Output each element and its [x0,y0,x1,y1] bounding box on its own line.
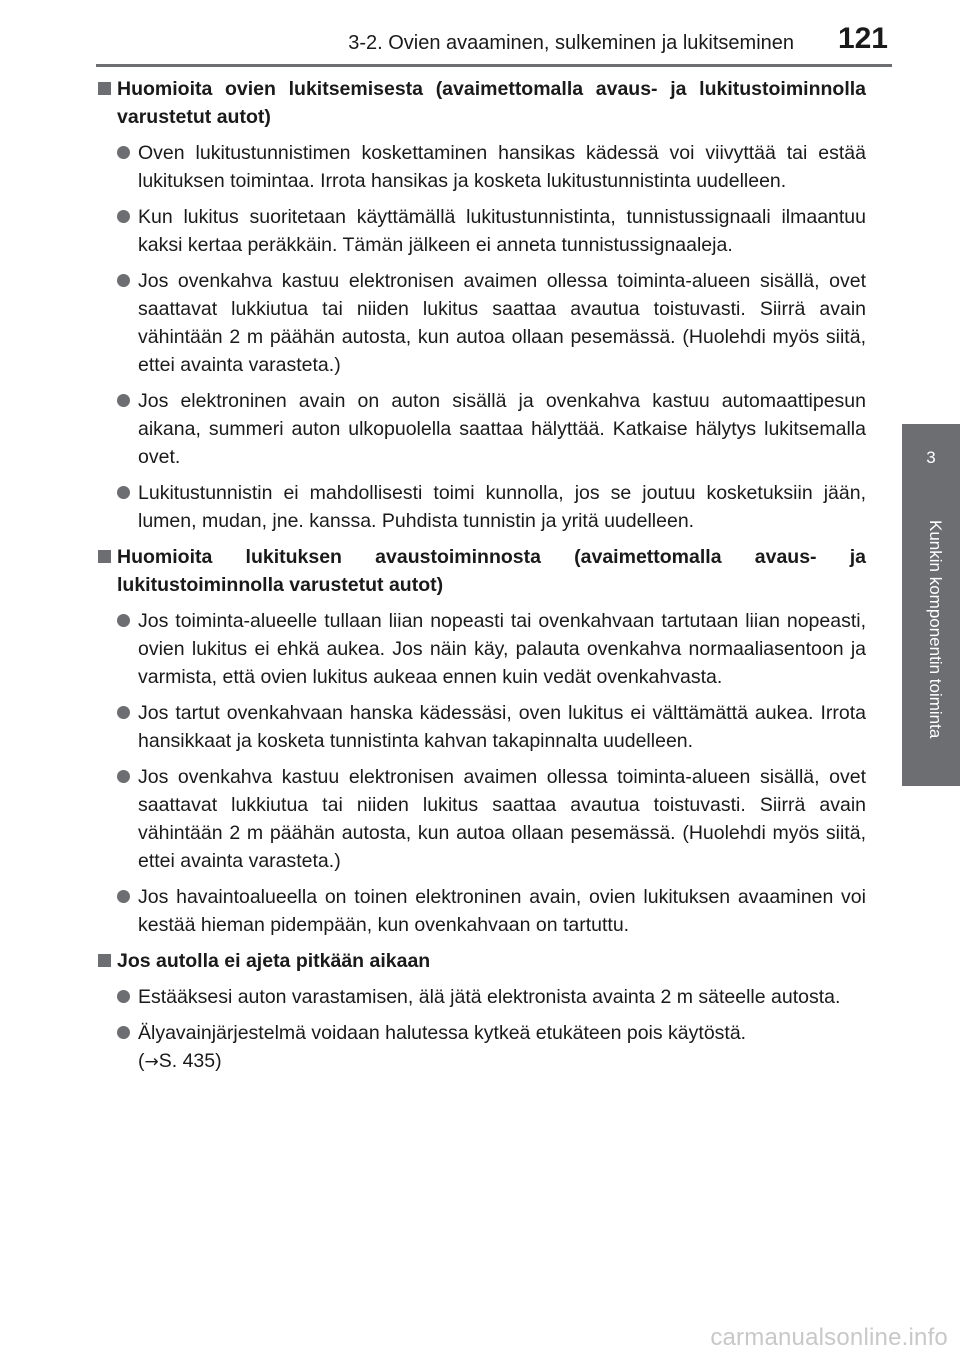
chapter-title: 3-2. Ovien avaaminen, sulkeminen ja lukitseminen [348,32,794,54]
list-item [96,203,866,259]
list-item: Älyavainjärjestelmä voidaan halutessa kytkeä etukäteen pois käytöstä. (→S. 435) [96,1019,866,1076]
list-item-text: Jos elektroninen avain on auton sisällä ja ovenkahva kastuu automaattipesun aikana, summeri auton ulkopuolella saattaa hälyttää. Katkaise hälytys lukitsemalla ovet. [138,390,866,468]
watermark: carmanualsonline.info [710,1324,948,1351]
list-item-text: Jos havaintoalueella on toinen elektroninen avain, ovien lukituksen avaaminen voi kestää hieman pidempään, kun ovenkahvaan on tartuttu. [138,886,866,936]
list-item [96,139,866,195]
side-tab-label: Kunkin komponentin toiminta [926,520,945,739]
list-item [96,607,866,691]
section-title [96,543,866,599]
circle-bullet-icon [117,486,130,499]
list-item [96,883,866,939]
square-bullet-icon [98,550,111,563]
list-item [96,699,866,755]
section-title [96,947,866,975]
circle-bullet-icon [117,1026,130,1039]
circle-bullet-icon [117,890,130,903]
section-title [96,75,866,131]
circle-bullet-icon [117,770,130,783]
list-item [96,983,866,1011]
list-item [96,267,866,379]
arrow-right-icon: → [144,1052,159,1072]
list-item-text: Jos tartut ovenkahvaan hanska kädessäsi, oven lukitus ei välttämättä aukea. Irrota hansikkaat ja kosketa tunnistinta kahvan takapinnalta uudelleen. [138,702,866,752]
list-item-text: Lukitustunnistin ei mahdollisesti toimi kunnolla, jos se joutuu kosketuksiin jään, lumen, mudan, jne. kanssa. Puhdista tunnistin ja yritä uudelleen. [138,482,866,532]
list-item [96,479,866,535]
section-door-locking [96,75,866,535]
page-reference-link[interactable]: S. 435 [158,1050,216,1072]
list-item-text: Kun lukitus suoritetaan käyttämällä lukitustunnistinta, tunnistussignaali ilmaantuu kaksi kertaa peräkkäin. Tämän jälkeen ei anneta tunnistussignaaleja. [138,206,866,256]
list-item [96,763,866,875]
list-item-text: Jos toiminta-alueelle tullaan liian nopeasti tai ovenkahvaan tartutaan liian nopeasti, ovien lukitus ei ehkä aukea. Jos näin käy, palauta ovenkahva normaaliasentoon ja varmista, että ovien lukitus aukeaa ennen kuin vedät ovenkahvasta. [138,610,866,688]
circle-bullet-icon [117,990,130,1003]
circle-bullet-icon [117,146,130,159]
circle-bullet-icon [117,210,130,223]
square-bullet-icon [98,954,111,967]
side-tab-number: 3 [926,448,936,467]
chapter-side-tab [902,424,960,786]
section-title-text: Jos autolla ei ajeta pitkään aikaan [117,950,431,972]
section-title-text: Huomioita ovien lukitsemisesta (avaimettomalla avaus- ja lukitustoiminnolla varustetut autot) [117,78,866,128]
page-number: 121 [837,22,888,55]
list-item-text: Älyavainjärjestelmä voidaan halutessa kytkeä etukäteen pois käytöstä. [138,1022,747,1044]
section-title-text: Huomioita lukituksen avaustoiminnosta (avaimettomalla avaus- ja lukitustoiminnolla varustetut autot) [117,546,866,596]
list-item-text: Oven lukitustunnistimen koskettaminen hansikas kädessä voi viivyttää tai estää lukituksen toimintaa. Irrota hansikas ja kosketa lukitustunnistinta uudelleen. [138,142,866,192]
circle-bullet-icon [117,274,130,287]
list-item-text: Estääksesi auton varastamisen, älä jätä elektronista avainta 2 m säteelle autosta. [138,986,841,1008]
list-item [96,387,866,471]
square-bullet-icon [98,82,111,95]
list-item-text: Jos ovenkahva kastuu elektronisen avaimen ollessa toiminta-alueen sisällä, ovet saattavat lukkiutua tai niiden lukitus saattaa avautua toistuvasti. Siirrä avain vähintään 2 m päähän autosta, kun autoa ollaan pesemässä. (Huolehdi myös siitä, ettei avainta varasteta.) [138,270,866,376]
section-unlocking [96,543,866,939]
list-item-text: Jos ovenkahva kastuu elektronisen avaimen ollessa toiminta-alueen sisällä, ovet saattavat lukkiutua tai niiden lukitus saattaa avautua toistuvasti. Siirrä avain vähintään 2 m päähän autosta, kun autoa ollaan pesemässä. (Huolehdi myös siitä, ettei avainta varasteta.) [138,766,866,872]
page-header [96,18,892,67]
section-long-idle [96,947,866,1076]
circle-bullet-icon [117,394,130,407]
circle-bullet-icon [117,614,130,627]
page-content [96,75,866,1084]
circle-bullet-icon [117,706,130,719]
